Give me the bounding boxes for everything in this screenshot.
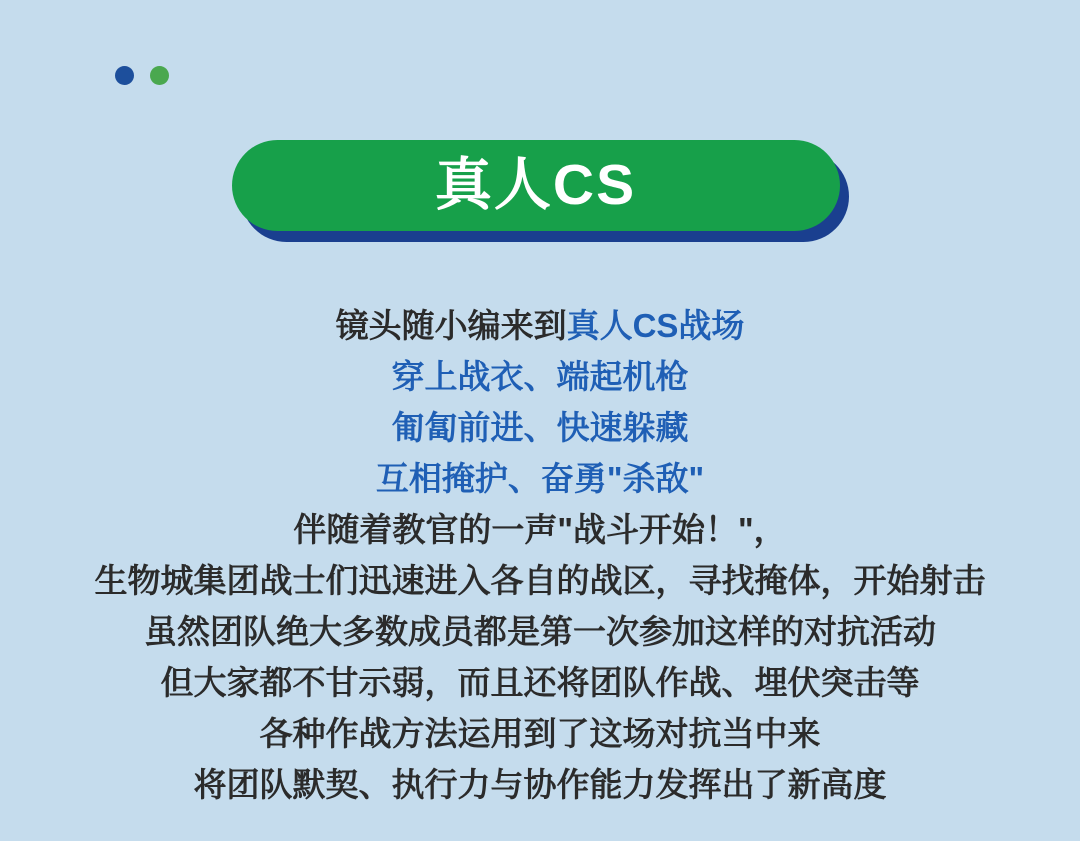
body-line-9: 各种作战方法运用到了这场对抗当中来: [259, 715, 821, 752]
decorative-dots: [115, 66, 169, 85]
body-line-2: 穿上战衣、端起机枪: [391, 358, 689, 395]
page-title: 真人CS: [434, 153, 637, 217]
body-line-1-prefix: 镜头随小编来到: [335, 307, 567, 344]
body-line-6: 生物城集团战士们迅速进入各自的战区，寻找掩体，开始射击: [94, 562, 986, 599]
body-line-8: 但大家都不甘示弱，而且还将团队作战、埋伏突击等: [160, 664, 920, 701]
title-banner: [0, 140, 1080, 242]
body-text-block: [0, 300, 1080, 810]
blue-dot-icon: [115, 66, 134, 85]
body-line-4: 互相掩护、奋勇"杀敌": [375, 460, 705, 497]
body-line-10: 将团队默契、执行力与协作能力发挥出了新高度: [193, 766, 887, 803]
green-dot-icon: [150, 66, 169, 85]
body-line-1-highlight: 真人CS战场: [566, 307, 745, 344]
body-line-3: 匍匐前进、快速躲藏: [391, 409, 689, 446]
title-pill-front: [232, 140, 840, 231]
body-line-7: 虽然团队绝大多数成员都是第一次参加这样的对抗活动: [144, 613, 936, 650]
body-line-5: 伴随着教官的一声"战斗开始！"，: [293, 511, 787, 548]
title-pill: [232, 140, 849, 242]
body-line-1: [0, 300, 1080, 351]
